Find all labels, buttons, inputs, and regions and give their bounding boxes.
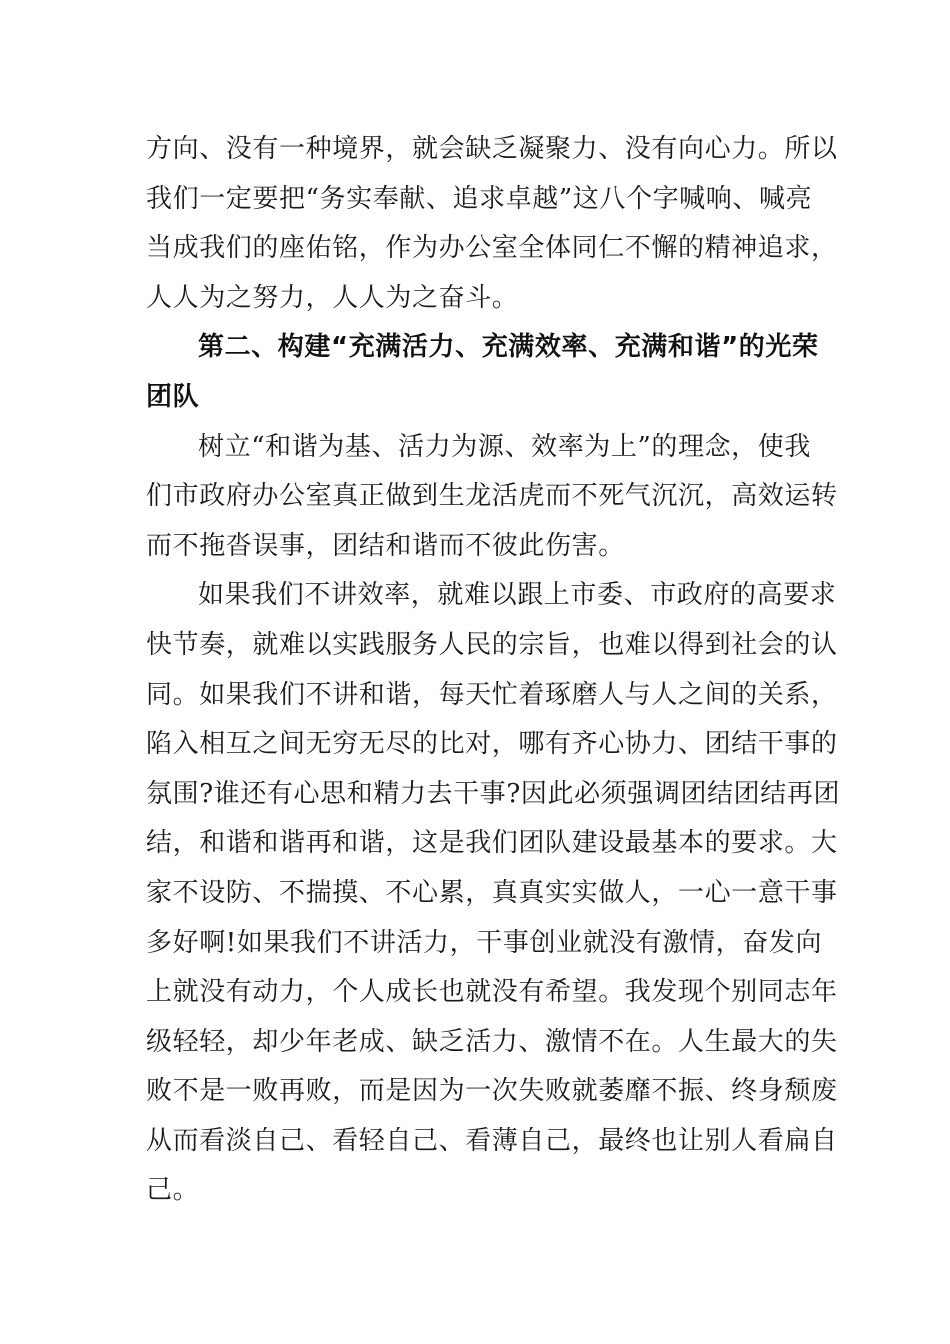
text-line: 多好啊!如果我们不讲活力，干事创业就没有激情，奋发向 — [146, 927, 823, 958]
text-line: 快节奏，就难以实践服务人民的宗旨，也难以得到社会的认 — [146, 629, 838, 660]
text-line: 家不设防、不揣摸、不心累，真真实实做人，一心一意干事 — [146, 877, 838, 908]
text-line: 级轻轻，却少年老成、缺乏活力、激情不在。人生最大的失 — [146, 1026, 838, 1057]
document-body — [146, 125, 841, 1216]
text-line: 当成我们的座佑铭，作为办公室全体同仁不懈的精神追求， — [146, 233, 838, 264]
text-line: 陷入相互之间无穷无尽的比对，哪有齐心协力、团结干事的 — [146, 729, 838, 760]
section-heading-continued: 团队 — [146, 381, 200, 412]
paragraph-start: 如果我们不讲效率，就难以跟上市委、市政府的高要求 — [198, 580, 837, 611]
text-line: 而不拖沓误事，团结和谐而不彼此伤害。 — [146, 530, 625, 561]
text-line: 己。 — [146, 1175, 200, 1206]
text-line: 上就没有动力，个人成长也就没有希望。我发现个别同志年 — [146, 977, 838, 1008]
text-line: 结，和谐和谐再和谐，这是我们团队建设最基本的要求。大 — [146, 828, 838, 859]
paragraph-start: 树立“和谐为基、活力为源、效率为上”的理念，使我 — [198, 431, 811, 462]
text-line: 我们一定要把“务实奉献、追求卓越”这八个字喊响、喊亮 — [146, 183, 813, 214]
text-line: 方向、没有一种境界，就会缺乏凝聚力、没有向心力。所以 — [146, 134, 838, 164]
text-line: 氛围?谁还有心思和精力去干事?因此必须强调团结团结再团 — [146, 778, 841, 809]
text-line: 人人为之努力，人人为之奋斗。 — [146, 282, 519, 313]
text-line: 从而看淡自己、看轻自己、看薄自己，最终也让别人看扁自 — [146, 1125, 838, 1156]
text-line: 败不是一败再败，而是因为一次失败就萎靡不振、终身颓废 — [146, 1076, 838, 1107]
section-heading: 第二、构建“充满活力、充满效率、充满和谐”的光荣 — [198, 332, 819, 363]
text-line: 们市政府办公室真正做到生龙活虎而不死气沉沉，高效运转 — [146, 481, 838, 512]
text-line: 同。如果我们不讲和谐，每天忙着琢磨人与人之间的关系， — [146, 679, 838, 710]
